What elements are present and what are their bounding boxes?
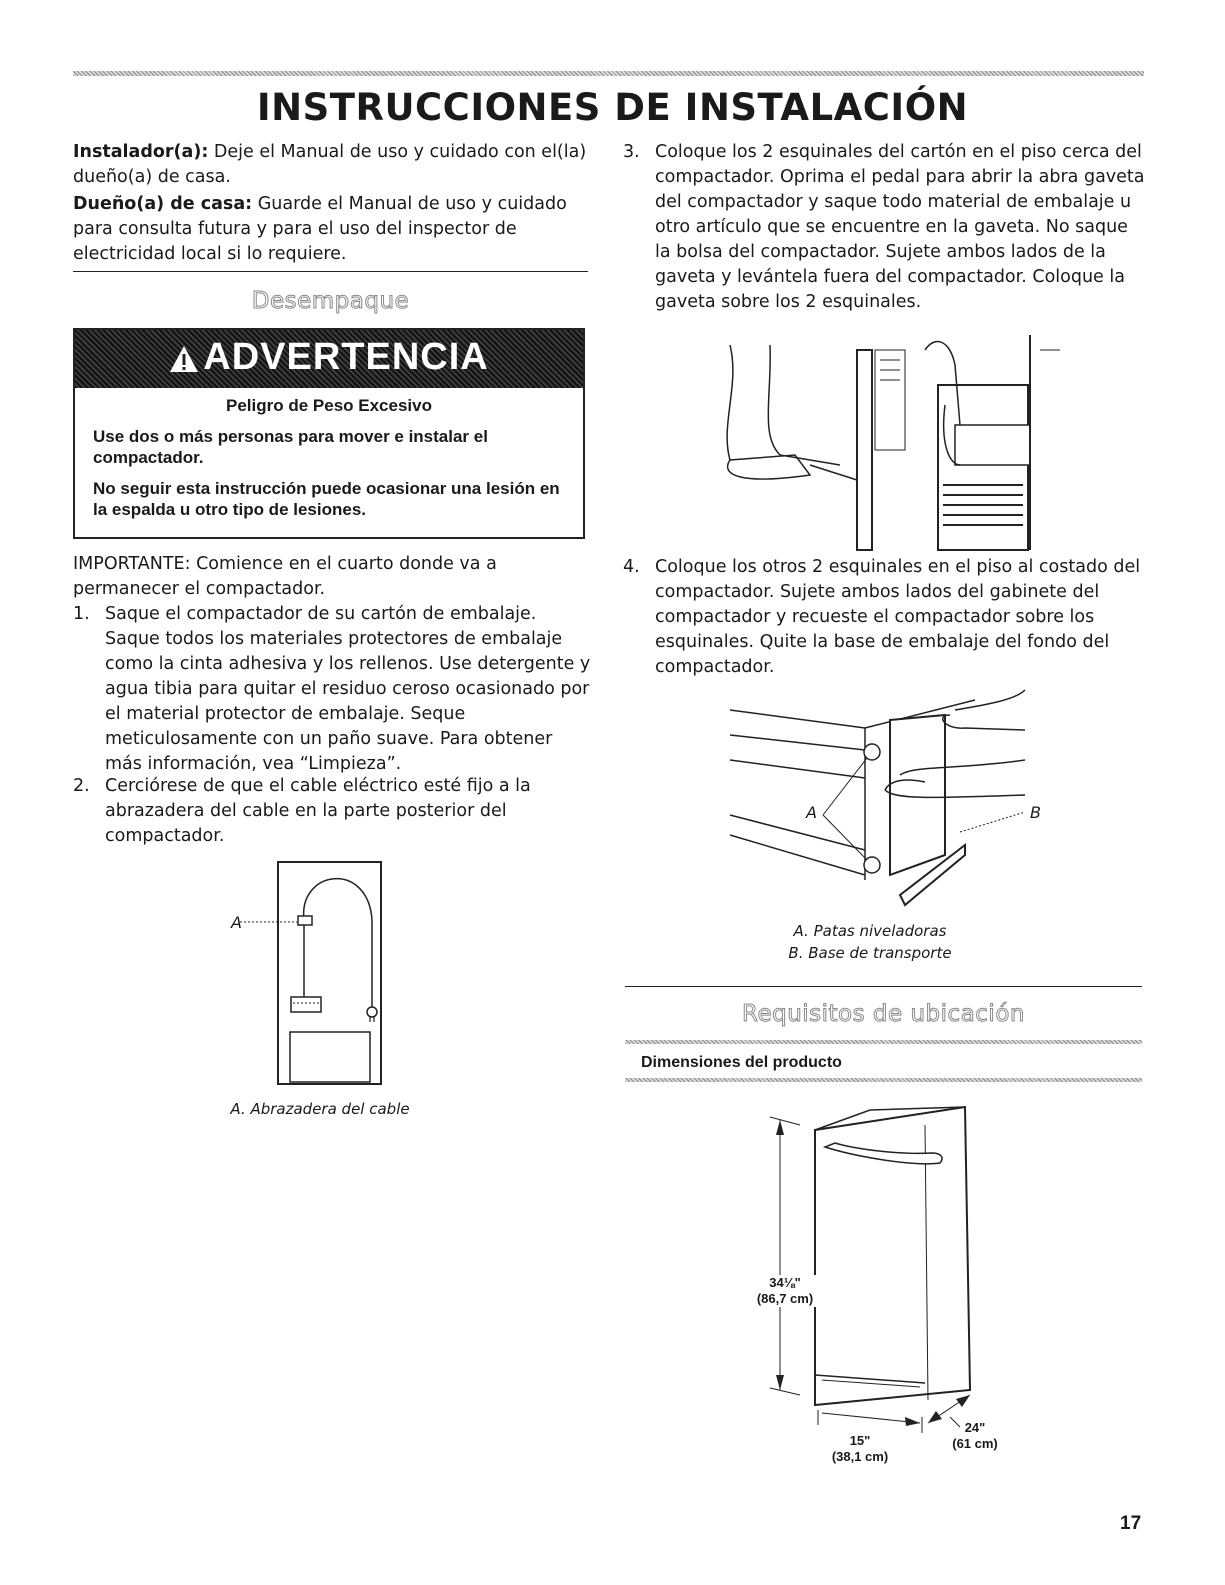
warning-line-1: Use dos o más personas para mover e instalar el compactador. <box>93 427 488 467</box>
step-number: 2. <box>73 776 90 796</box>
step-1 <box>73 602 593 772</box>
warning-box <box>73 328 585 539</box>
depth-dimension <box>935 1420 1015 1452</box>
page-number: 17 <box>1120 1513 1142 1534</box>
step-number: 3. <box>623 142 640 162</box>
step-text: Cerciórese de que el cable eléctrico esté fijo a la abrazadera del cable en la parte posterior del compactador. <box>105 776 531 846</box>
step-text: Saque el compactador de su cartón de embalaje. Saque todos los materiales protectores de embalaje como la cinta adhesiva y los rellenos. Use detergente y agua tibia para quitar el residuo ceroso ocasionado por el material protector de embalaje. Seque meticulosamente con un paño suave. Para obtener más información, vea “Limpieza”. <box>105 604 591 774</box>
owner-label: Dueño(a) de casa: <box>73 194 253 214</box>
step-number: 1. <box>73 604 90 624</box>
figure-label-a: A <box>231 913 242 932</box>
figure-label-a: A <box>806 803 817 822</box>
installer-note <box>73 140 593 190</box>
step-2 <box>73 774 593 854</box>
warning-line-2: No seguir esta instrucción puede ocasionar una lesión en la espalda u otro tipo de lesiones. <box>93 479 560 519</box>
depth-cm: (61 cm) <box>952 1436 998 1451</box>
depth-inches: 24" <box>964 1420 986 1435</box>
step-number: 4. <box>623 557 640 577</box>
height-dimension <box>745 1275 825 1307</box>
page-title: INSTRUCCIONES DE INSTALACIÓN <box>256 86 969 129</box>
warning-title <box>75 336 583 383</box>
height-inches: 34⅛" <box>769 1275 801 1290</box>
section-heading-location: Requisitos de ubicación <box>742 1001 1025 1027</box>
divider <box>625 986 1142 987</box>
installer-text: Deje el Manual de uso y cuidado con el(la) dueño(a) de casa. <box>73 142 587 187</box>
important-note: IMPORTANTE: Comience en el cuarto donde va a permanecer el compactador. <box>73 554 497 599</box>
tilt-figure <box>725 690 1065 910</box>
top-rule <box>73 71 1144 76</box>
hatched-rule <box>625 1040 1142 1044</box>
dimensions-subheading: Dimensiones del producto <box>641 1054 842 1071</box>
warning-title-text: ADVERTENCIA <box>203 336 489 378</box>
owner-text: Guarde el Manual de uso y cuidado para consulta futura y para el uso del inspector de electricidad local si lo requiere. <box>73 194 567 264</box>
tilt-caption-b: B. Base de transporte <box>788 944 952 962</box>
step-4 <box>623 555 1148 680</box>
width-cm: (38,1 cm) <box>831 1449 889 1464</box>
section-heading-unpacking: Desempaque <box>251 288 410 314</box>
drawer-removal-figure <box>700 325 1080 550</box>
hatched-rule <box>625 1078 1142 1082</box>
warning-triangle-icon <box>169 340 199 383</box>
warning-subtitle: Peligro de Peso Excesivo <box>226 396 432 415</box>
step-text: Coloque los 2 esquinales del cartón en el piso cerca del compactador. Oprima el pedal para abrir la abra gaveta del compactador y saque todo material de embalaje u otro artículo que se encuentre en la gaveta. No saque la bolsa del compactador. Sujete ambos lados de la gaveta y levántela fuera del compactador. Coloque la gaveta sobre los 2 esquinales. <box>655 142 1145 312</box>
tilt-caption-a: A. Patas niveladoras <box>793 922 947 940</box>
height-cm: (86,7 cm) <box>756 1291 814 1306</box>
cable-clamp-figure <box>220 860 420 1090</box>
owner-note <box>73 192 593 267</box>
divider <box>73 271 588 272</box>
figure-label-b: B <box>1030 803 1041 822</box>
step-text: Coloque los otros 2 esquinales en el piso al costado del compactador. Sujete ambos lados del gabinete del compactador y recueste el compactador sobre los esquinales. Quite la base de embalaje del fondo del compactador. <box>655 557 1141 677</box>
installer-label: Instalador(a): <box>73 142 209 162</box>
width-inches: 15" <box>849 1433 871 1448</box>
cable-figure-caption: A. Abrazadera del cable <box>230 1100 410 1118</box>
width-dimension <box>820 1433 900 1465</box>
step-3 <box>623 140 1148 310</box>
